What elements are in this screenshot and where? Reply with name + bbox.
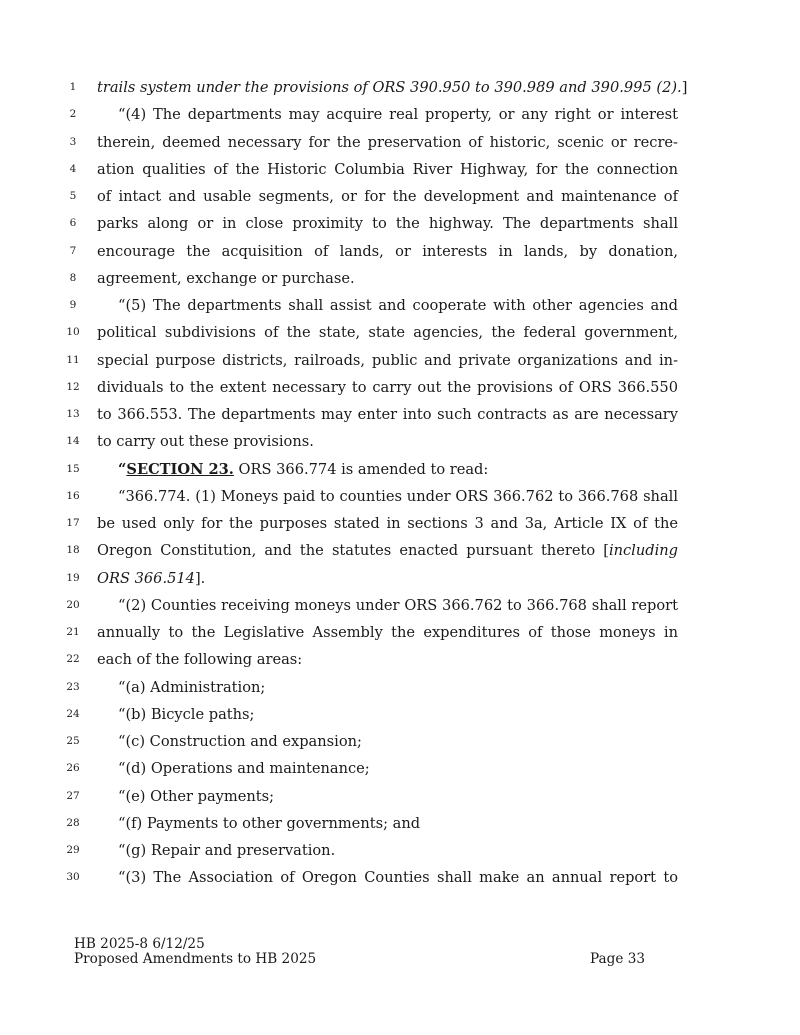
line-number: 18 xyxy=(66,544,80,557)
line-number: 4 xyxy=(69,162,77,175)
text-run: political subdivisions of the state, state agencies, the federal government, xyxy=(97,324,678,342)
line-text xyxy=(97,428,678,455)
line-text xyxy=(118,592,678,619)
text-run: “(d) Operations and maintenance; xyxy=(118,760,370,778)
line-text xyxy=(97,129,678,156)
line-number: 24 xyxy=(66,707,80,720)
text-run: “(2) Counties receiving moneys under ORS 366.762 to 366.768 shall report xyxy=(118,596,678,614)
line-number: 27 xyxy=(66,789,80,802)
line-number: 6 xyxy=(69,217,77,230)
text-run: each of the following areas: xyxy=(97,651,303,669)
line-text xyxy=(97,265,678,292)
line-number: 11 xyxy=(66,353,80,366)
document-line xyxy=(0,374,800,401)
document-line xyxy=(0,537,800,564)
line-number: 12 xyxy=(66,380,80,393)
document-line xyxy=(0,238,800,265)
footer-title: Proposed Amendments to HB 2025 xyxy=(74,951,317,967)
line-number: 23 xyxy=(66,680,80,693)
text-run: parks along or in close proximity to the highway. The departments shall xyxy=(97,215,678,233)
document-line xyxy=(0,456,800,483)
text-run: SECTION 23. xyxy=(126,460,234,478)
document-line xyxy=(0,646,800,673)
line-text xyxy=(118,837,678,864)
line-text xyxy=(118,483,678,510)
text-run: agreement, exchange or purchase. xyxy=(97,269,355,287)
document-line xyxy=(0,864,800,891)
line-number: 7 xyxy=(69,244,77,257)
line-number: 1 xyxy=(69,81,77,93)
line-number: 26 xyxy=(66,762,80,775)
line-number: 9 xyxy=(69,299,77,311)
line-text xyxy=(97,619,678,646)
text-run: to 366.553. The departments may enter into such contracts as are necessary xyxy=(97,406,678,423)
text-run: “(c) Construction and expansion; xyxy=(118,733,362,750)
line-text xyxy=(118,701,678,728)
document-line xyxy=(0,401,800,428)
text-run: “(f) Payments to other governments; and xyxy=(118,814,421,832)
footer-bill-id: HB 2025-8 6/12/25 xyxy=(74,936,205,952)
document-line xyxy=(0,701,800,728)
line-text xyxy=(97,401,678,428)
line-text xyxy=(97,347,678,374)
line-text xyxy=(97,183,678,210)
text-run: ORS 366.774 is amended to read: xyxy=(233,460,489,478)
line-text xyxy=(97,156,678,183)
text-run: “(b) Bicycle paths; xyxy=(118,705,255,723)
line-number: 3 xyxy=(69,135,77,148)
line-number: 28 xyxy=(66,816,80,829)
line-text xyxy=(118,728,678,755)
document-line xyxy=(0,483,800,510)
line-number: 15 xyxy=(66,462,80,475)
line-text xyxy=(118,864,678,891)
document-line xyxy=(0,292,800,319)
document-line xyxy=(0,74,800,101)
line-number: 17 xyxy=(66,517,80,529)
text-run: including xyxy=(608,542,678,560)
line-text xyxy=(118,810,678,837)
document-line xyxy=(0,347,800,374)
document-line xyxy=(0,210,800,237)
document-line xyxy=(0,183,800,210)
text-run: “ xyxy=(118,460,127,478)
line-text xyxy=(97,319,678,346)
line-text xyxy=(118,755,678,782)
document-line xyxy=(0,728,800,755)
text-run: trails system under the provisions of ORS 390.950 to 390.989 and 390.995 (2). xyxy=(97,79,682,96)
line-text xyxy=(97,510,678,537)
line-text xyxy=(118,674,678,701)
text-run: special purpose districts, railroads, public and private organizations and in- xyxy=(97,351,678,369)
document-line xyxy=(0,565,800,592)
line-text xyxy=(97,238,678,265)
footer-page-number: Page 33 xyxy=(590,951,646,967)
line-text xyxy=(97,565,678,592)
line-text xyxy=(97,74,688,101)
text-run: “(3) The Association of Oregon Counties shall make an annual report to xyxy=(118,869,678,887)
text-run: to carry out these provisions. xyxy=(97,433,314,451)
document-line xyxy=(0,592,800,619)
line-text xyxy=(97,646,678,673)
text-run: dividuals to the extent necessary to carry out the provisions of ORS 366.550 xyxy=(97,378,678,396)
text-run: ] xyxy=(681,79,688,96)
text-run: therein, deemed necessary for the preservation of historic, scenic or recre- xyxy=(97,133,678,151)
line-number: 8 xyxy=(69,271,77,284)
document-line xyxy=(0,428,800,455)
document-line xyxy=(0,810,800,837)
line-number: 13 xyxy=(66,408,80,420)
line-number: 16 xyxy=(66,489,80,502)
line-text xyxy=(97,374,678,401)
line-number: 5 xyxy=(69,190,77,202)
line-number: 25 xyxy=(66,735,80,747)
document-line xyxy=(0,674,800,701)
text-run: of intact and usable segments, or for the development and maintenance of xyxy=(97,188,678,205)
document-line xyxy=(0,755,800,782)
document-line xyxy=(0,619,800,646)
line-number: 2 xyxy=(69,108,77,121)
line-number: 14 xyxy=(66,435,80,448)
line-number: 22 xyxy=(66,653,80,666)
document-line xyxy=(0,783,800,810)
line-number: 20 xyxy=(66,598,80,611)
text-run: encourage the acquisition of lands, or interests in lands, by donation, xyxy=(97,242,678,260)
text-run: “(a) Administration; xyxy=(118,678,266,696)
text-run: “366.774. (1) Moneys paid to counties under ORS 366.762 to 366.768 shall xyxy=(118,487,678,505)
text-run: “(e) Other payments; xyxy=(118,787,275,805)
text-run: Oregon Constitution, and the statutes enacted pursuant thereto [ xyxy=(97,542,609,560)
text-run: “(5) The departments shall assist and cooperate with other agencies and xyxy=(118,297,678,314)
line-number: 10 xyxy=(66,326,80,339)
document-line xyxy=(0,319,800,346)
document-line xyxy=(0,101,800,128)
text-run: be used only for the purposes stated in sections 3 and 3a, Article IX of the xyxy=(97,515,678,532)
line-number: 29 xyxy=(66,844,80,856)
document-line xyxy=(0,265,800,292)
document-line xyxy=(0,129,800,156)
text-run: ORS 366.514 xyxy=(97,569,195,587)
text-run: “(g) Repair and preservation. xyxy=(118,842,336,859)
document-line xyxy=(0,510,800,537)
line-text xyxy=(118,456,678,483)
line-number: 30 xyxy=(66,871,80,884)
line-text xyxy=(118,101,678,128)
text-run: ation qualities of the Historic Columbia River Highway, for the connection xyxy=(97,160,678,178)
text-run: “(4) The departments may acquire real property, or any right or interest xyxy=(118,106,678,124)
line-text xyxy=(118,292,678,319)
text-run: annually to the Legislative Assembly the expenditures of those moneys in xyxy=(97,624,678,641)
line-number: 19 xyxy=(66,571,80,584)
document-line xyxy=(0,837,800,864)
document-line xyxy=(0,156,800,183)
text-run: ]. xyxy=(194,569,206,587)
line-text xyxy=(118,783,678,810)
line-text xyxy=(97,537,678,564)
line-text xyxy=(97,210,678,237)
line-number: 21 xyxy=(66,626,80,638)
